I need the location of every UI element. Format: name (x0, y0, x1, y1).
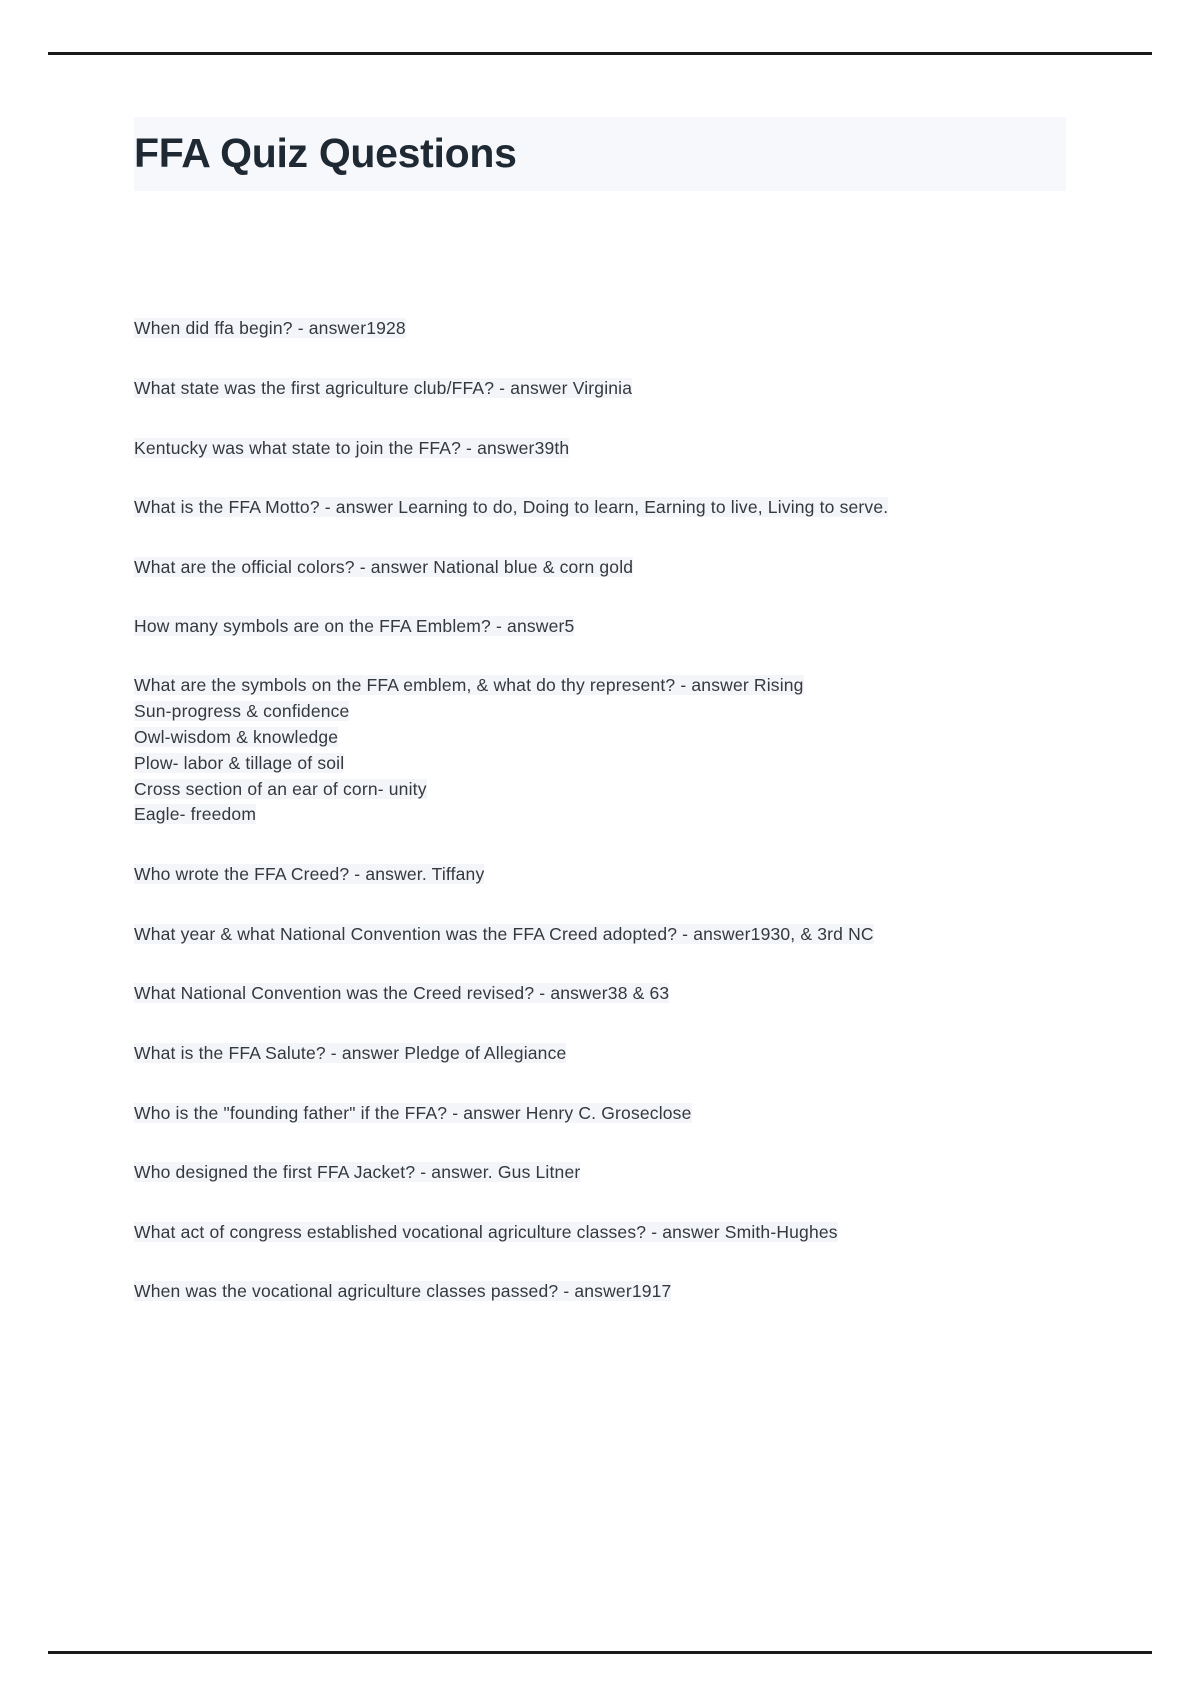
qa-text: How many symbols are on the FFA Emblem? - answer5 (134, 616, 575, 637)
bottom-divider (48, 1651, 1152, 1654)
qa-item-first-agriculture-club (134, 375, 1014, 402)
qa-line: Cross section of an ear of corn- unity (134, 778, 427, 799)
document-content (48, 55, 1152, 1651)
qa-line: Eagle- freedom (134, 804, 257, 825)
qa-text: Kentucky was what state to join the FFA? - answer39th (134, 437, 570, 458)
title-band (134, 117, 1066, 191)
qa-item-emblem-symbol-count (134, 613, 1014, 640)
qa-list (134, 315, 1014, 1305)
page-title: FFA Quiz Questions (134, 130, 517, 176)
qa-item-emblem-symbols-meaning (134, 673, 1014, 828)
qa-item-creed-revised (134, 980, 1014, 1007)
qa-line: Owl-wisdom & knowledge (134, 726, 339, 747)
qa-text: Who designed the first FFA Jacket? - answer. Gus Litner (134, 1162, 581, 1183)
qa-item-official-colors (134, 554, 1014, 581)
qa-text: What state was the first agriculture club/FFA? - answer Virginia (134, 377, 633, 398)
qa-text: What year & what National Convention was the FFA Creed adopted? - answer1930, & 3rd NC (134, 923, 874, 944)
qa-text: When did ffa begin? - answer1928 (134, 318, 406, 339)
qa-item-vocational-ag-act (134, 1219, 1014, 1246)
qa-item-first-jacket-designer (134, 1159, 1014, 1186)
qa-item-creed-adopted (134, 921, 1014, 948)
qa-line: What are the symbols on the FFA emblem, & what do thy represent? - answer Rising (134, 674, 804, 695)
qa-text: What National Convention was the Creed revised? - answer38 & 63 (134, 983, 670, 1004)
qa-item-ffa-motto (134, 494, 1014, 521)
qa-text: Who is the "founding father" if the FFA? - answer Henry C. Groseclose (134, 1102, 692, 1123)
qa-item-founding-father (134, 1100, 1014, 1127)
qa-text: Who wrote the FFA Creed? - answer. Tiffany (134, 864, 485, 885)
qa-text: When was the vocational agriculture classes passed? - answer1917 (134, 1281, 672, 1302)
qa-item-ffa-salute (134, 1040, 1014, 1067)
qa-item-kentucky-join-order (134, 435, 1014, 462)
qa-text: What act of congress established vocational agriculture classes? - answer Smith-Hughes (134, 1221, 838, 1242)
qa-line: Plow- labor & tillage of soil (134, 752, 345, 773)
qa-text: What are the official colors? - answer National blue & corn gold (134, 556, 634, 577)
qa-text: What is the FFA Salute? - answer Pledge of Allegiance (134, 1043, 567, 1064)
qa-item-ffa-begin (134, 315, 1014, 342)
qa-item-creed-author (134, 861, 1014, 888)
qa-line: Sun-progress & confidence (134, 700, 350, 721)
qa-text: What is the FFA Motto? - answer Learning to do, Doing to learn, Earning to live, Living to serve. (134, 497, 889, 518)
qa-item-vocational-ag-passed (134, 1278, 1014, 1305)
